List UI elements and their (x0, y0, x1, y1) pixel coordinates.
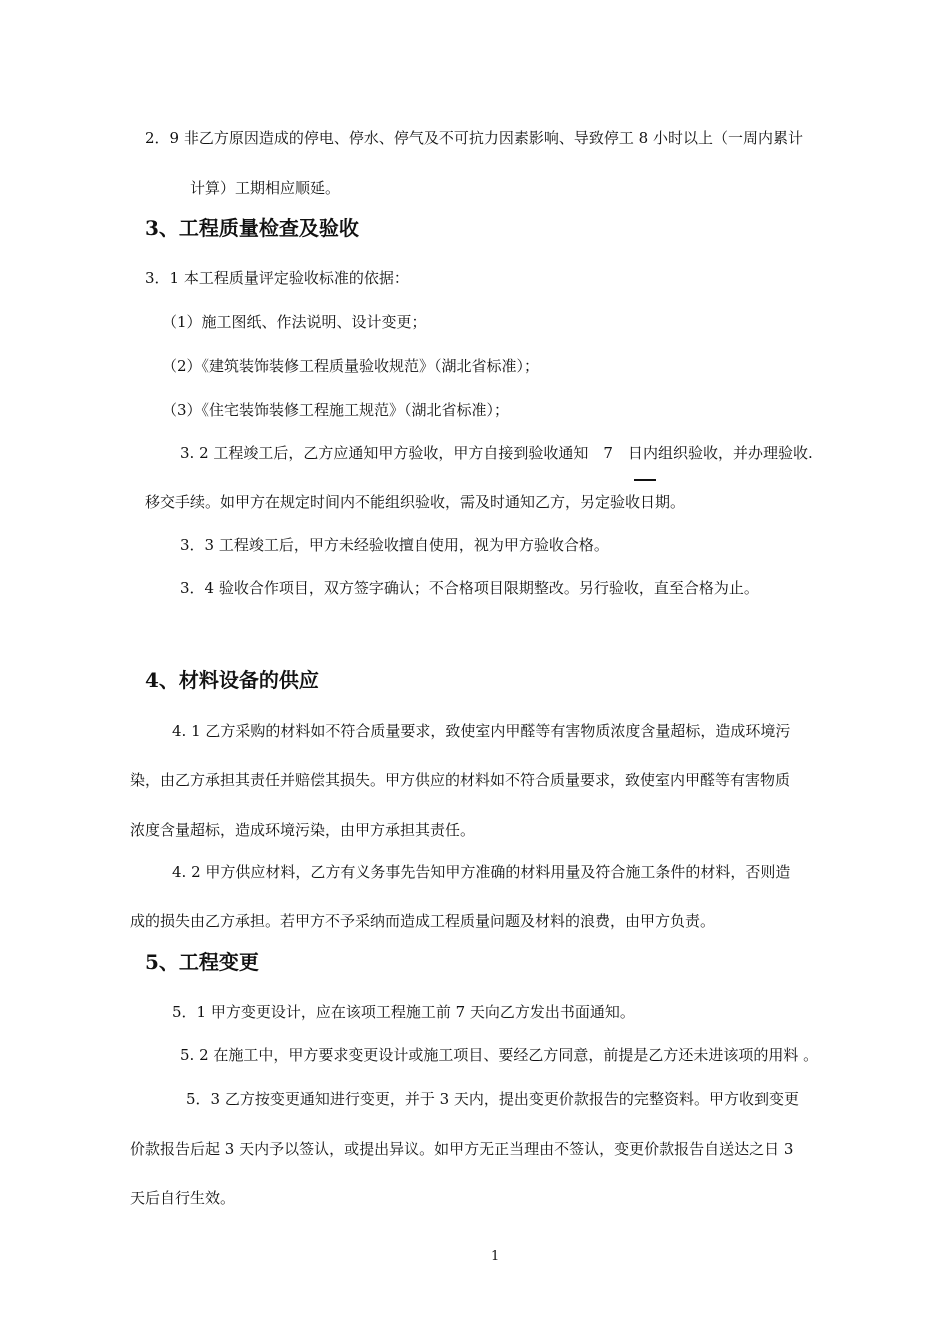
clause-2-9-line-1: 2．9 非乙方原因造成的停电、停水、停气及不可抗力因素影响、导致停工 8 小时以上（一周内累计 (145, 129, 803, 147)
section-3-heading: 3、工程质量检查及验收 (145, 216, 359, 240)
clause-5-2: 5. 2 在施工中，甲方要求变更设计或施工项目、要经乙方同意，前提是乙方还未进该项的用料 。 (180, 1046, 819, 1064)
clause-5-1: 5．1 甲方变更设计，应在该项工程施工前 7 天向乙方发出书面通知。 (172, 1003, 635, 1021)
clause-3-3: 3．3 工程竣工后，甲方未经验收擅自使用，视为甲方验收合格。 (180, 536, 609, 554)
clause-3-1: 3．1 本工程质量评定验收标准的依据： (145, 269, 409, 287)
clause-4-2-line-1: 4. 2 甲方供应材料，乙方有义务事先告知甲方准确的材料用量及符合施工条件的材料，否则造 (172, 863, 791, 881)
clause-2-9-line-2: 计算）工期相应顺延。 (190, 179, 341, 197)
clause-3-4: 3．4 验收合作项目，双方签字确认；不合格项目限期整改。另行验收，直至合格为止。 (180, 579, 759, 597)
clause-4-1-line-2: 染，由乙方承担其责任并赔偿其损失。甲方供应的材料如不符合质量要求，致使室内甲醛等有害物质 (130, 771, 791, 789)
section-5-heading: 5、工程变更 (145, 950, 259, 974)
clause-4-1-line-1: 4. 1 乙方采购的材料如不符合质量要求，致使室内甲醛等有害物质浓度含量超标，造成环境污 (172, 722, 791, 740)
clause-5-3-line-2: 价款报告后起 3 天内予以签认，或提出异议。如甲方无正当理由不签认，变更价款报告自送达之日 3 (130, 1140, 794, 1158)
clause-5-3-line-3: 天后自行生效。 (130, 1189, 236, 1207)
clause-3-1-item-2: （2）《建筑装饰装修工程质量验收规范》（湖北省标准）； (162, 357, 540, 375)
clause-4-1-line-3: 浓度含量超标，造成环境污染，由甲方承担其责任。 (130, 821, 476, 839)
clause-3-1-item-3: （3）《住宅装饰装修工程施工规范》（湖北省标准）； (162, 401, 510, 419)
clause-3-2-line-1: 3. 2 工程竣工后，乙方应通知甲方验收，甲方自接到验收通知 7 日内组织验收，并办理验收. (180, 444, 813, 462)
day-count-underline (634, 479, 656, 481)
clause-5-3-line-1: 5．3 乙方按变更通知进行变更，并于 3 天内，提出变更价款报告的完整资料。甲方收到变更 (186, 1090, 799, 1108)
clause-4-2-line-2: 成的损失由乙方承担。若甲方不予采纳而造成工程质量问题及材料的浪费，由甲方负责。 (130, 912, 716, 930)
page-number: 1 (491, 1249, 500, 1264)
clause-3-1-item-1: （1）施工图纸、作法说明、设计变更； (162, 313, 427, 331)
clause-3-2-line-2: 移交手续。如甲方在规定时间内不能组织验收，需及时通知乙方，另定验收日期。 (145, 493, 686, 511)
section-4-heading: 4、材料设备的供应 (145, 668, 319, 692)
